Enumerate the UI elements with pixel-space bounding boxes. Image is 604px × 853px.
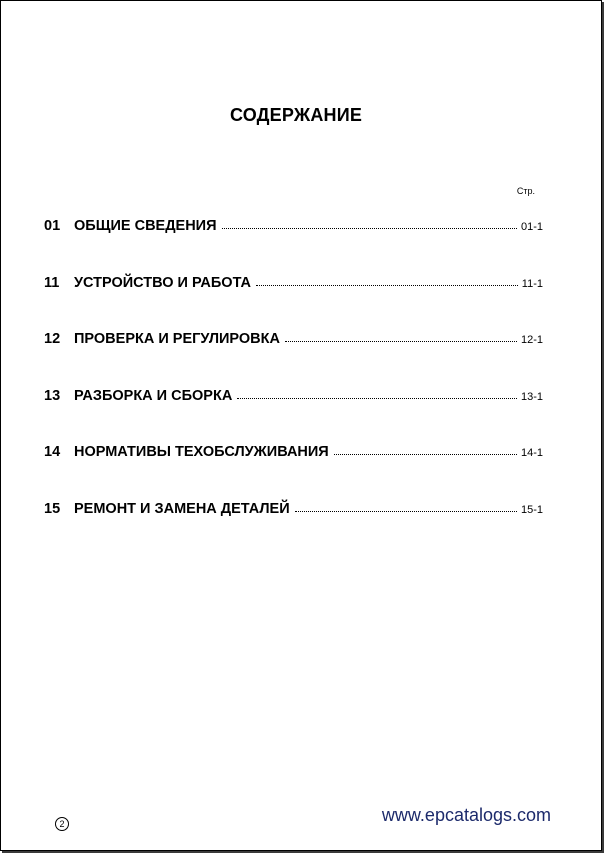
- toc-entry-title: РАЗБОРКА И СБОРКА: [74, 387, 233, 404]
- toc-leader-dots: [285, 330, 517, 342]
- toc-entry-page: 14-1: [520, 447, 543, 459]
- toc-entry-13[interactable]: [44, 388, 543, 445]
- toc-entry-number: 13: [44, 387, 61, 404]
- toc-entry-15[interactable]: [44, 501, 543, 558]
- toc-entry-number: 01: [44, 218, 61, 234]
- toc-leader-dots: [295, 500, 517, 512]
- toc-entry-page: 15-1: [520, 503, 543, 516]
- toc-entry-number: 15: [44, 500, 61, 517]
- page-column-label: Стр.: [516, 186, 535, 196]
- table-of-contents: [44, 218, 543, 557]
- toc-entry-11[interactable]: [44, 275, 543, 332]
- toc-entry-number: 12: [44, 331, 61, 347]
- toc-entry-title: ОБЩИЕ СВЕДЕНИЯ: [74, 218, 217, 234]
- toc-entry-page: 11-1: [521, 277, 543, 290]
- toc-entry-title: РЕМОНТ И ЗАМЕНА ДЕТАЛЕЙ: [74, 500, 290, 517]
- toc-leader-dots: [256, 274, 518, 286]
- toc-entry-title: НОРМАТИВЫ ТЕХОБСЛУЖИВАНИЯ: [74, 444, 329, 460]
- toc-entry-page: 12-1: [520, 334, 543, 346]
- toc-entry-page: 01-1: [520, 221, 543, 233]
- toc-entry-number: 11: [44, 274, 60, 291]
- toc-entry-14[interactable]: [44, 444, 543, 501]
- toc-entry-page: 13-1: [520, 390, 543, 403]
- toc-entry-01[interactable]: [44, 218, 543, 275]
- toc-entry-number: 14: [44, 444, 61, 460]
- toc-leader-dots: [237, 387, 517, 399]
- toc-leader-dots: [222, 217, 517, 229]
- watermark-url[interactable]: www.epcatalogs.com: [381, 805, 551, 825]
- toc-entry-title: ПРОВЕРКА И РЕГУЛИРОВКА: [74, 331, 280, 347]
- toc-leader-dots: [334, 443, 517, 455]
- toc-entry-title: УСТРОЙСТВО И РАБОТА: [74, 274, 251, 291]
- toc-entry-12[interactable]: [44, 331, 543, 388]
- page-number-mark: 2: [55, 817, 69, 831]
- page-title: СОДЕРЖАНИЕ: [229, 105, 363, 125]
